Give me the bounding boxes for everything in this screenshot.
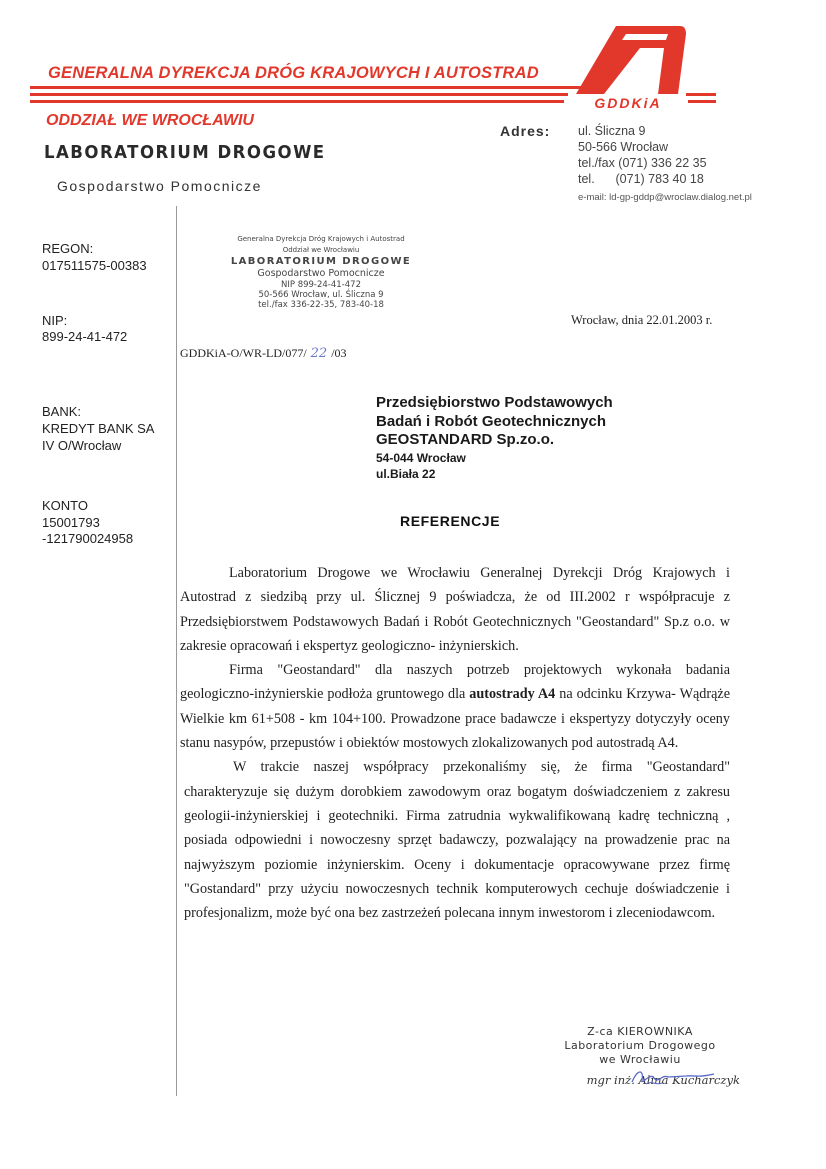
- signature-office: Laboratorium Drogowego: [564, 1039, 716, 1052]
- reference-number: [180, 346, 347, 361]
- letter-body: [180, 561, 730, 925]
- reference-handwritten: 22: [310, 346, 328, 361]
- letter-title: REFERENCJE: [400, 513, 501, 529]
- stamp-line-address: 50-566 Wrocław, ul. Śliczna 9: [258, 290, 384, 300]
- logo-highlight-icon: [622, 34, 668, 40]
- nip-value: 899-24-41-472: [42, 329, 128, 344]
- laboratory-name: LABORATORIUM DROGOWE: [44, 142, 326, 163]
- stamp-line-unit: Gospodarstwo Pomocnicze: [257, 268, 385, 279]
- branch-name: ODDZIAŁ WE WROCŁAWIU: [46, 112, 254, 129]
- recipient-line-1: Przedsiębiorstwo Podstawowych: [376, 394, 613, 411]
- recipient-line-2: Badań i Robót Geotechnicznych: [376, 412, 607, 430]
- logo-text: GDDKiA: [594, 95, 662, 111]
- gddkia-logo: [568, 20, 690, 112]
- sidebar-divider: [176, 206, 177, 1096]
- account-number-1: 15001793: [42, 515, 100, 530]
- unit-name: Gospodarstwo Pomocnicze: [57, 178, 262, 194]
- regon-label: REGON:: [42, 241, 94, 256]
- recipient-line-3: GEOSTANDARD Sp.zo.o.: [376, 431, 555, 448]
- address-city: 50-566 Wrocław: [578, 140, 669, 154]
- signature-role: Z-ca KIEROWNIKA: [587, 1025, 693, 1038]
- recipient-block: [376, 394, 613, 482]
- signature-city: we Wrocławiu: [599, 1053, 681, 1066]
- stamp-line-nip: NIP 899-24-41-472: [281, 280, 361, 290]
- letter-paragraph-1: Laboratorium Drogowe we Wrocławiu Generalnej Dyrekcji Dróg Krajowych i Autostrad z siedzibą przy ul. Ślicznej 9 poświadcza, że od III.2002 r współpracuje z Przedsiębiorstwem Podstawowych Badań i Robót Geotechnicznych "Geostandard" Sp.z o.o. w zakresie opracowań i ekspertyz geologiczno- inżynierskich.: [180, 565, 730, 654]
- stamp-line-phone: tel./fax 336-22-35, 783-40-18: [258, 300, 384, 310]
- paragraph-2-end: na odcinku Krzywa- Wądrąże Wielkie km 61+508 - km 104+100. Prowadzone prace badawcze i ekspertyzy dotyczyły oceny stanu nasypów, przepustów i obiektów mostowych zlokalizowanych pod autostradą A4.: [180, 686, 730, 752]
- header-stripe-middle: [30, 93, 568, 96]
- header-stripe-bottom: [30, 100, 564, 103]
- address-label: Adres:: [500, 123, 551, 139]
- stamp-line-org: Generalna Dyrekcja Dróg Krajowych i Autostrad: [237, 235, 405, 243]
- letter-paragraph-2: [180, 658, 730, 755]
- address-street: ul. Śliczna 9: [578, 124, 646, 138]
- company-stamp: [196, 234, 446, 310]
- header-stripe-right-2: [686, 100, 716, 103]
- bank-branch: IV O/Wrocław: [42, 438, 122, 453]
- address-tel: tel. (071) 783 40 18: [578, 172, 704, 186]
- address-telfax: tel./fax (071) 336 22 35: [578, 156, 707, 170]
- stamp-line-lab: LABORATORIUM DROGOWE: [230, 256, 412, 267]
- letter-paragraph-3: W trakcie naszej współpracy przekonaliśmy się, że firma "Geostandard" charakteryzuje się dużym dorobkiem zawodowym oraz bogatym doświadczeniem z zakresu geologii-inżynierskiej i geotechniki. Firma zatrudnia wykwalifikowaną kadrę techniczną , posiada odpowiedni i nowoczesny sprzęt badawczy, pozwalający na prowadzenie prac na najwyższym poziomie inżynierskim. Oceny i dokumentacje opracowywane przez firmę "Gostandard" przy użyciu nowoczesnych technik komputerowych cechuje doświadczenie i profesjonalizm, może być ona bez zastrzeżeń polecana innym inwestorom i zleceniodawcom.: [184, 759, 730, 922]
- reference-suffix: /03: [331, 346, 347, 360]
- header-stripe-top: [30, 86, 590, 89]
- bank-name: KREDYT BANK SA: [42, 421, 155, 436]
- signature-name: mgr inż. Alina Kucharczyk: [586, 1073, 740, 1087]
- account-label: KONTO: [42, 498, 88, 513]
- letter-date: Wrocław, dnia 22.01.2003 r.: [571, 313, 713, 327]
- regon-value: 017511575-00383: [42, 258, 147, 273]
- reference-prefix: GDDKiA-O/WR-LD/077/: [180, 346, 307, 360]
- paragraph-2-highlight: autostrady A4: [469, 686, 556, 703]
- recipient-city: 54-044 Wrocław: [376, 450, 466, 465]
- handwritten-signature-icon: [628, 1066, 718, 1090]
- nip-label: NIP:: [42, 313, 68, 328]
- stamp-line-branch: Oddział we Wrocławiu: [282, 246, 360, 254]
- paragraph-2-start: Firma "Geostandard" dla naszych potrzeb projektowych wykonała badania geologiczno-inżynierskie podłoża gruntowego dla: [180, 662, 730, 703]
- account-number-2: -121790024958: [42, 531, 134, 546]
- organization-title: GENERALNA DYREKCJA DRÓG KRAJOWYCH I AUTOSTRAD: [48, 64, 539, 82]
- header-stripe-right: [686, 93, 716, 96]
- recipient-street: ul.Biała 22: [376, 466, 436, 481]
- bank-label: BANK:: [42, 404, 82, 419]
- address-email: e-mail: ld-gp-gddp@wroclaw.dialog.net.pl: [578, 192, 752, 203]
